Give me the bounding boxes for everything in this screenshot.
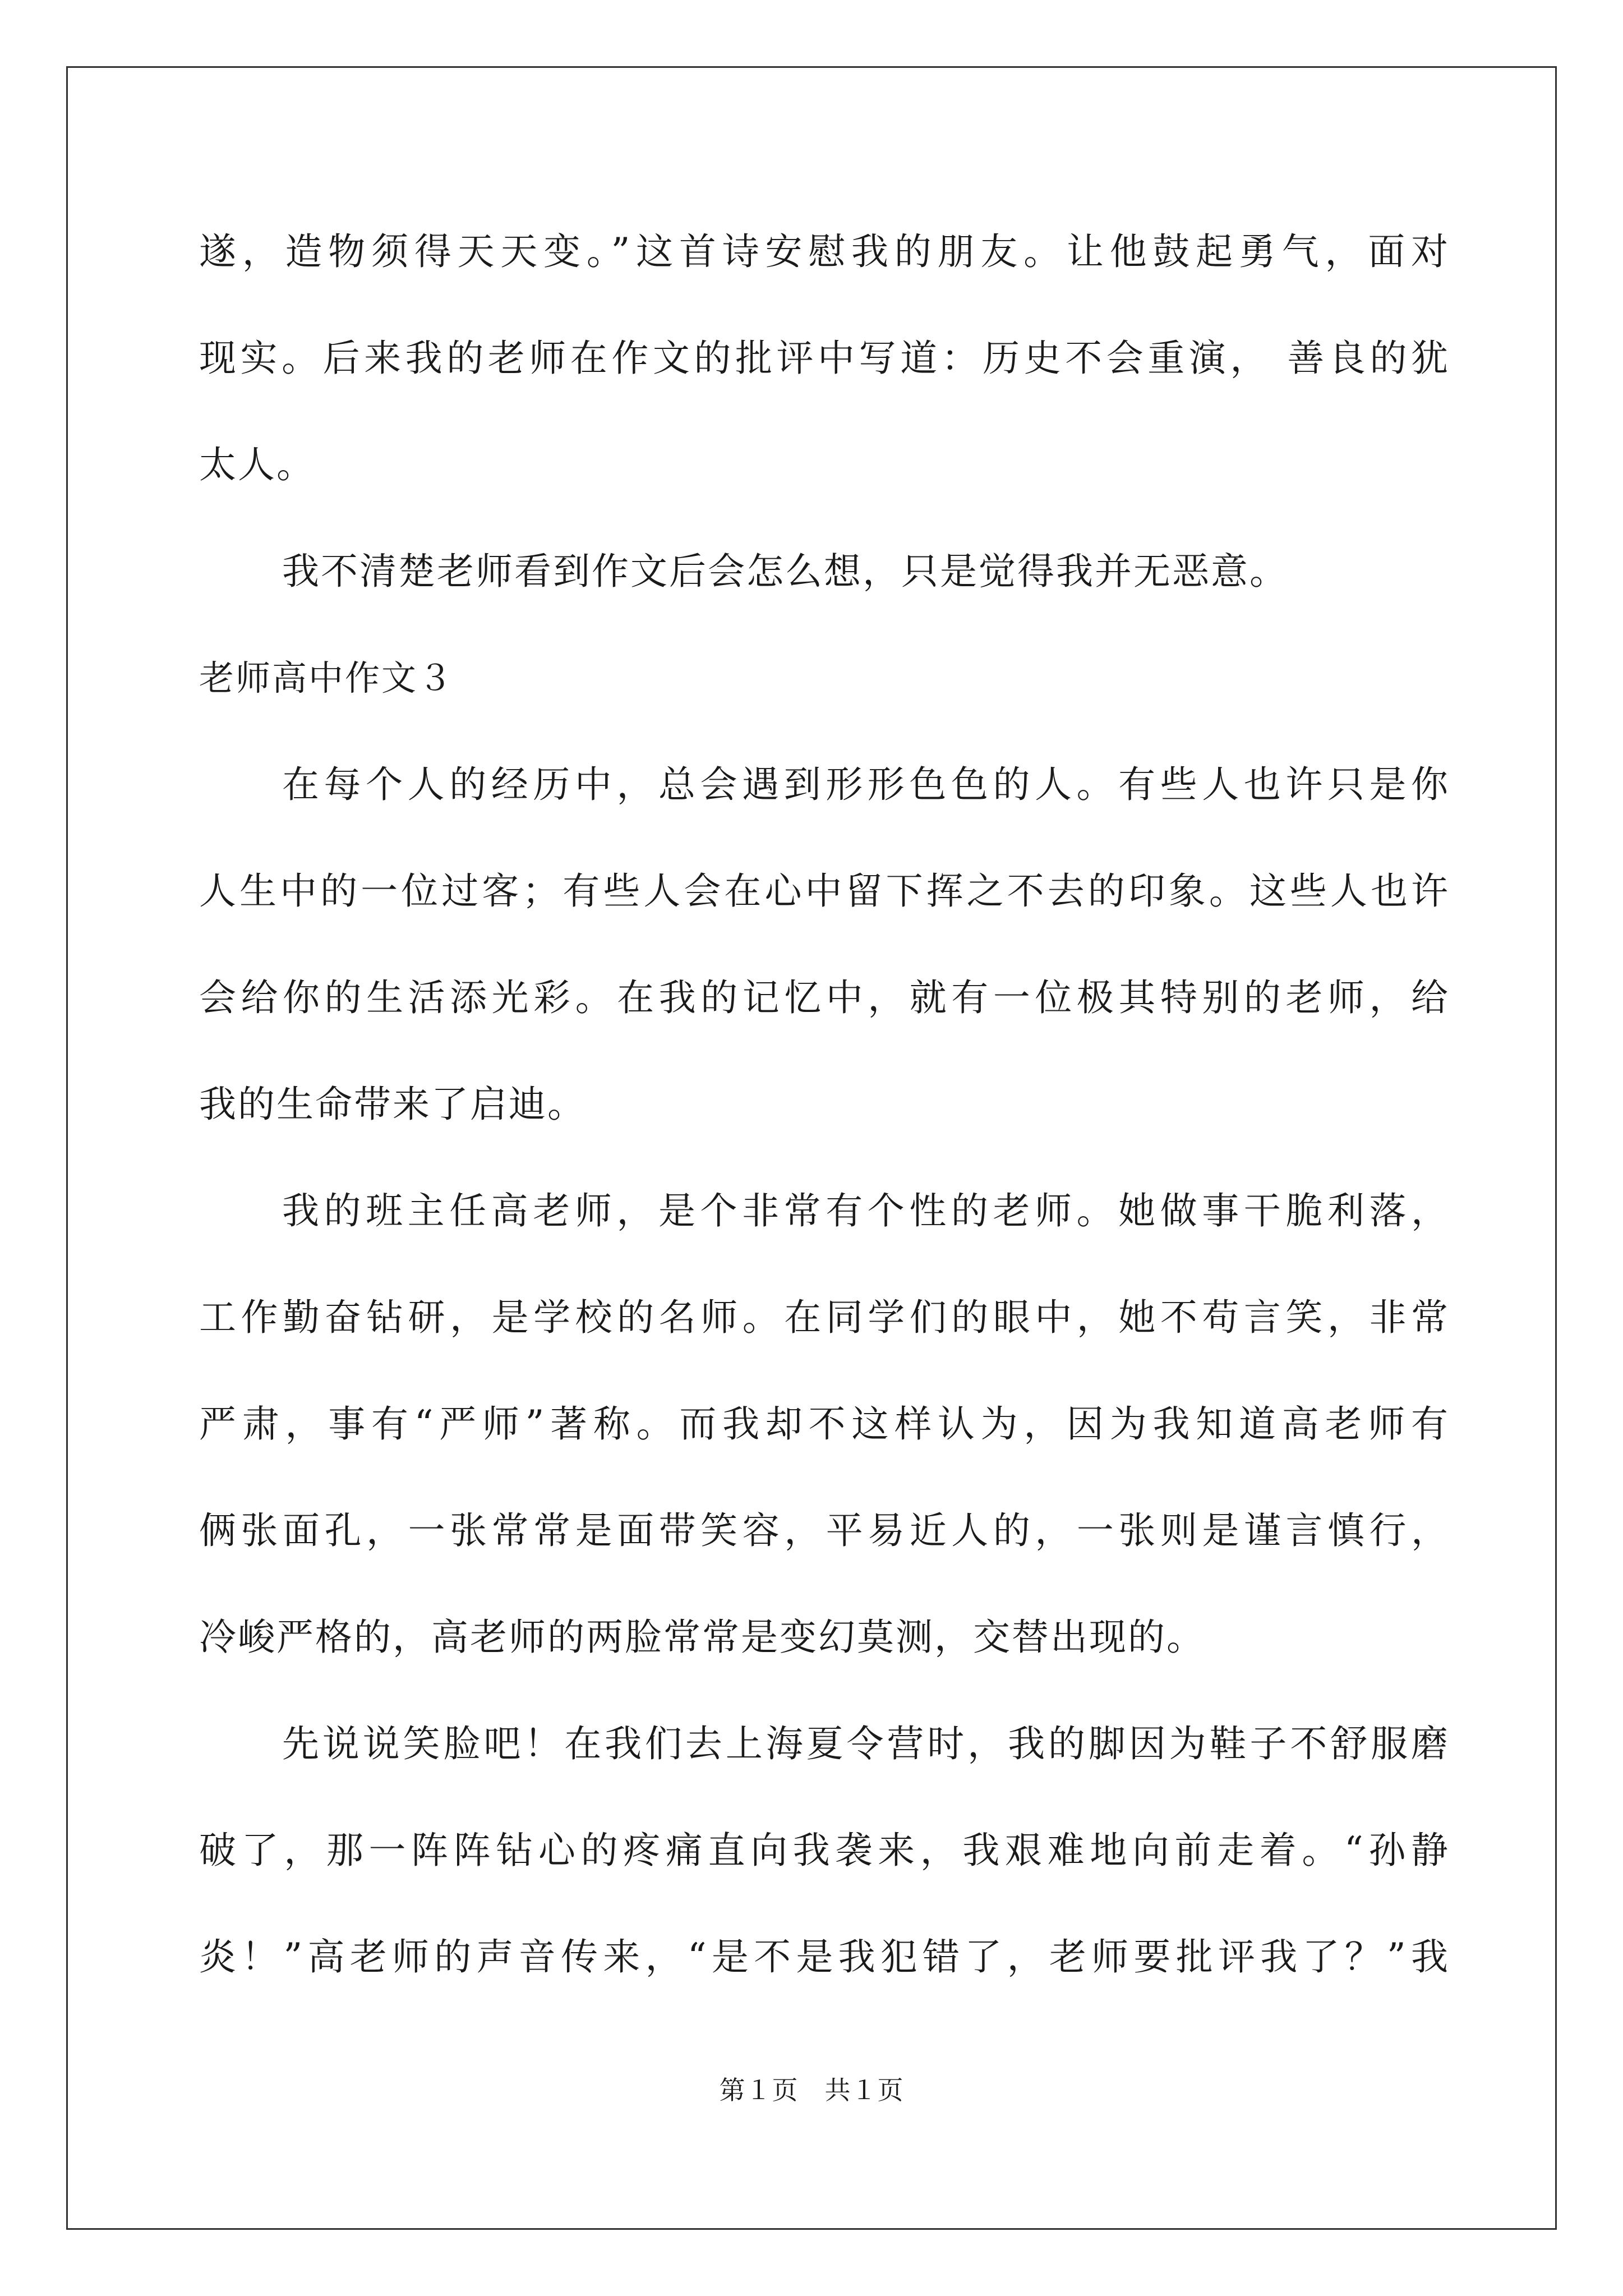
page-footer: 第１页 共１页 — [719, 2075, 904, 2105]
text-line: 炎！”高老师的声音传来，“是不是我犯错了，老师要批评我了？”我 — [199, 1935, 1450, 1978]
text-line: 严肃，事有“严师”著称。而我却不这样认为，因为我知道高老师有 — [199, 1402, 1450, 1446]
text-line: 人生中的一位过客；有些人会在心中留下挥之不去的印象。这些人也许 — [199, 869, 1450, 913]
text-line: 现实。后来我的老师在作文的批评中写道：历史不会重演， 善良的犹 — [199, 337, 1450, 380]
text-line: 会给你的生活添光彩。在我的记忆中，就有一位极其特别的老师，给 — [199, 976, 1450, 1019]
text-line: 在每个人的经历中，总会遇到形形色色的人。有些人也许只是你 — [282, 763, 1450, 806]
text-line: 我不清楚老师看到作文后会怎么想，只是觉得我并无恶意。 — [282, 550, 1288, 593]
text-line: 冷峻严格的，高老师的两脸常常是变幻莫测，交替出现的。 — [199, 1616, 1205, 1659]
text-line: 破了，那一阵阵钻心的疼痛直向我袭来，我艰难地向前走着。“孙静 — [199, 1829, 1450, 1872]
section-heading: 老师高中作文３ — [199, 657, 455, 698]
document-body — [199, 222, 1450, 2033]
text-line: 工作勤奋钻研，是学校的名师。在同学们的眼中，她不苟言笑，非常 — [199, 1296, 1450, 1339]
text-line: 太人。 — [199, 443, 315, 486]
text-line: 我的班主任高老师，是个非常有个性的老师。她做事干脆利落， — [282, 1189, 1450, 1232]
text-line: 先说说笑脸吧！在我们去上海夏令营时，我的脚因为鞋子不舒服磨 — [282, 1722, 1450, 1765]
text-line: 遂，造物须得天天变。”这首诗安慰我的朋友。让他鼓起勇气，面对 — [199, 230, 1450, 273]
text-line: 我的生命带来了启迪。 — [199, 1083, 586, 1126]
text-line: 俩张面孔，一张常常是面带笑容，平易近人的，一张则是谨言慎行， — [199, 1509, 1450, 1552]
